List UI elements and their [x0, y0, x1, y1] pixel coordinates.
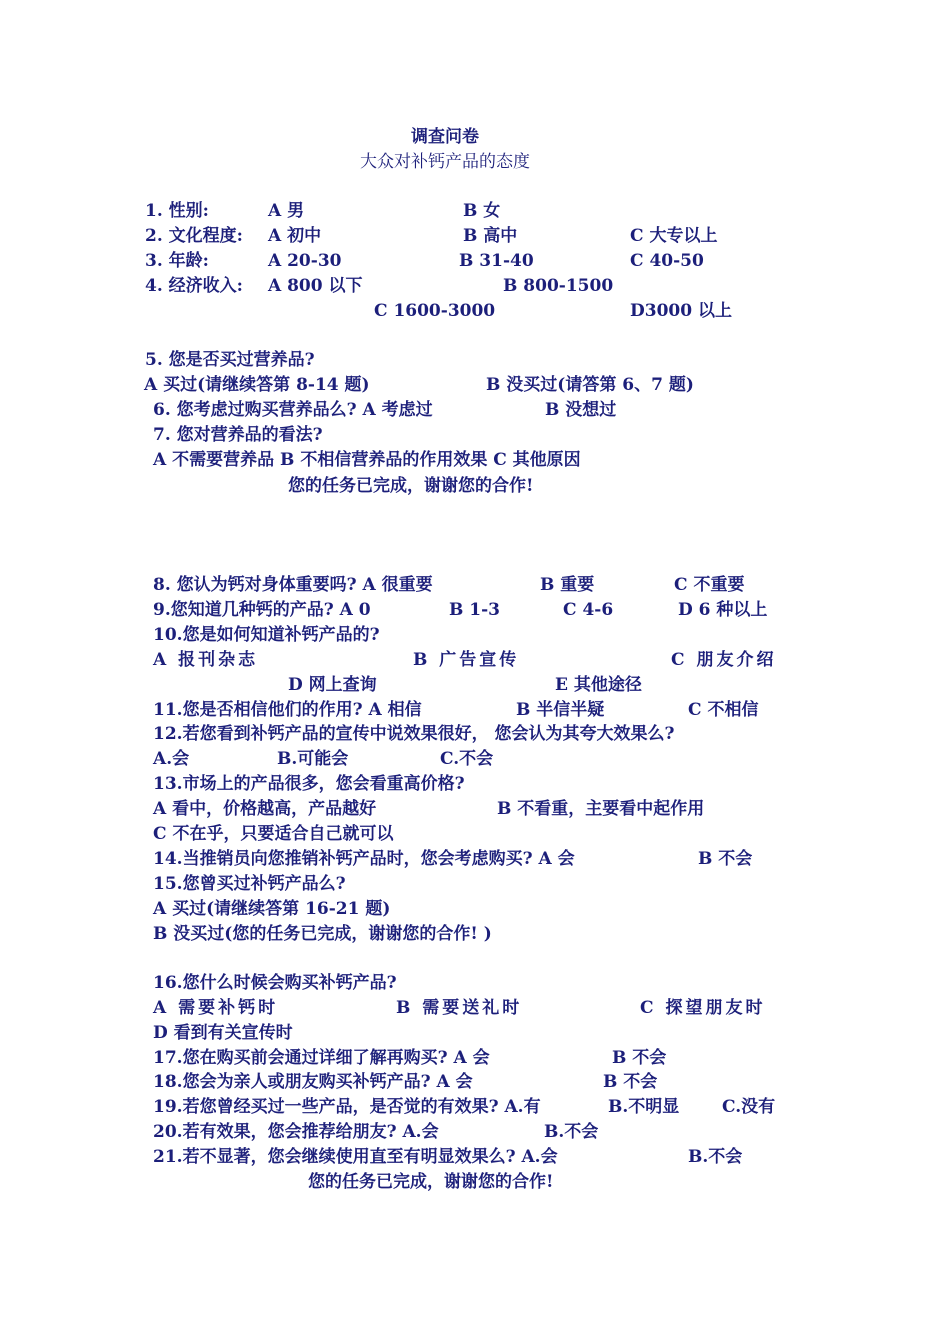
q21-question: 21.若不显著，您会继续使用直至有明显效果么? A.会 — [153, 1147, 558, 1167]
q17-option-b[interactable]: B 不会 — [612, 1048, 667, 1068]
q3-option-a[interactable]: A 20-30 — [268, 251, 342, 271]
q2-option-a[interactable]: A 初中 — [268, 226, 322, 246]
q6-question: 6. 您考虑过购买营养品么? A 考虑过 — [153, 400, 433, 420]
q7-question: 7. 您对营养品的看法? — [153, 425, 323, 445]
q4-option-a[interactable]: A 800 以下 — [268, 276, 363, 296]
q16-question: 16.您什么时候会购买补钙产品? — [153, 973, 397, 993]
q18-option-b[interactable]: B 不会 — [603, 1072, 658, 1092]
q13-question: 13.市场上的产品很多，您会看重高价格? — [153, 774, 465, 794]
q12-option-a[interactable]: A.会 — [153, 749, 190, 769]
q15-option-b[interactable]: B 没买过(您的任务已完成，谢谢您的合作! ) — [153, 924, 492, 944]
q16-option-d[interactable]: D 看到有关宣传时 — [153, 1023, 293, 1043]
q9-option-b[interactable]: B 1-3 — [449, 600, 500, 620]
q9-option-c[interactable]: C 4-6 — [563, 600, 614, 620]
q13-option-c[interactable]: C 不在乎，只要适合自己就可以 — [153, 824, 394, 844]
q1-option-a[interactable]: A 男 — [268, 201, 305, 221]
q16-option-a[interactable]: A 需要补钙时 — [153, 998, 279, 1018]
q4-option-b[interactable]: B 800-1500 — [503, 276, 614, 296]
page-subtitle: 大众对补钙产品的态度 — [360, 152, 530, 172]
q21-end-note: 您的任务已完成，谢谢您的合作! — [308, 1172, 554, 1192]
q5-option-a[interactable]: A 买过(请继续答第 8-14 题) — [144, 375, 370, 395]
q1-label: 1. 性别: — [145, 201, 209, 221]
q21-option-b[interactable]: B.不会 — [688, 1147, 743, 1167]
q13-option-b[interactable]: B 不看重，主要看中起作用 — [497, 799, 705, 819]
q15-option-a[interactable]: A 买过(请继续答第 16-21 题) — [153, 899, 391, 919]
q11-question: 11.您是否相信他们的作用? A 相信 — [153, 700, 422, 720]
q5-option-b[interactable]: B 没买过(请答第 6、7 题) — [486, 375, 694, 395]
q19-question: 19.若您曾经买过一些产品，是否觉的有效果? A.有 — [153, 1097, 541, 1117]
q12-option-b[interactable]: B.可能会 — [277, 749, 349, 769]
q10-option-b[interactable]: B 广告宣传 — [413, 650, 520, 670]
q19-option-c[interactable]: C.没有 — [722, 1097, 776, 1117]
q14-option-b[interactable]: B 不会 — [698, 849, 753, 869]
q10-option-e[interactable]: E 其他途径 — [555, 675, 642, 695]
q4-option-c[interactable]: C 1600-3000 — [374, 301, 496, 321]
q7-end-note: 您的任务已完成，谢谢您的合作! — [288, 476, 534, 496]
q2-option-b[interactable]: B 高中 — [463, 226, 518, 246]
q10-option-c[interactable]: C 朋友介绍 — [671, 650, 777, 670]
q8-question: 8. 您认为钙对身体重要吗? A 很重要 — [153, 575, 433, 595]
q6-option-b[interactable]: B 没想过 — [545, 400, 617, 420]
q5-question: 5. 您是否买过营养品? — [145, 350, 315, 370]
q9-question: 9.您知道几种钙的产品? A 0 — [153, 600, 371, 620]
q3-label: 3. 年龄: — [145, 251, 209, 271]
q20-option-b[interactable]: B.不会 — [544, 1122, 599, 1142]
q11-option-c[interactable]: C 不相信 — [688, 700, 759, 720]
q12-question: 12.若您看到补钙产品的宣传中说效果很好， 您会认为其夸大效果么? — [153, 724, 675, 744]
q7-options[interactable]: A 不需要营养品 B 不相信营养品的作用效果 C 其他原因 — [153, 450, 581, 470]
q2-option-c[interactable]: C 大专以上 — [630, 226, 718, 246]
q1-option-b[interactable]: B 女 — [463, 201, 501, 221]
q10-question: 10.您是如何知道补钙产品的? — [153, 625, 380, 645]
q10-option-d[interactable]: D 网上查询 — [288, 675, 377, 695]
q3-option-c[interactable]: C 40-50 — [630, 251, 704, 271]
q17-question: 17.您在购买前会通过详细了解再购买? A 会 — [153, 1048, 490, 1068]
q20-question: 20.若有效果，您会推荐给朋友? A.会 — [153, 1122, 439, 1142]
q4-label: 4. 经济收入: — [145, 276, 243, 296]
q4-option-d[interactable]: D3000 以上 — [630, 301, 732, 321]
page-title: 调查问卷 — [411, 127, 479, 147]
q19-option-b[interactable]: B.不明显 — [608, 1097, 680, 1117]
q15-question: 15.您曾买过补钙产品么? — [153, 874, 346, 894]
q13-option-a[interactable]: A 看中，价格越高，产品越好 — [153, 799, 377, 819]
q11-option-b[interactable]: B 半信半疑 — [516, 700, 605, 720]
q12-option-c[interactable]: C.不会 — [440, 749, 494, 769]
q3-option-b[interactable]: B 31-40 — [459, 251, 534, 271]
q8-option-c[interactable]: C 不重要 — [674, 575, 745, 595]
q18-question: 18.您会为亲人或朋友购买补钙产品? A 会 — [153, 1072, 473, 1092]
q16-option-b[interactable]: B 需要送礼时 — [396, 998, 523, 1018]
q14-question: 14.当推销员向您推销补钙产品时，您会考虑购买? A 会 — [153, 849, 575, 869]
q8-option-b[interactable]: B 重要 — [540, 575, 595, 595]
q2-label: 2. 文化程度: — [145, 226, 243, 246]
q10-option-a[interactable]: A 报刊杂志 — [153, 650, 259, 670]
q9-option-d[interactable]: D 6 种以上 — [678, 600, 768, 620]
q16-option-c[interactable]: C 探望朋友时 — [640, 998, 766, 1018]
